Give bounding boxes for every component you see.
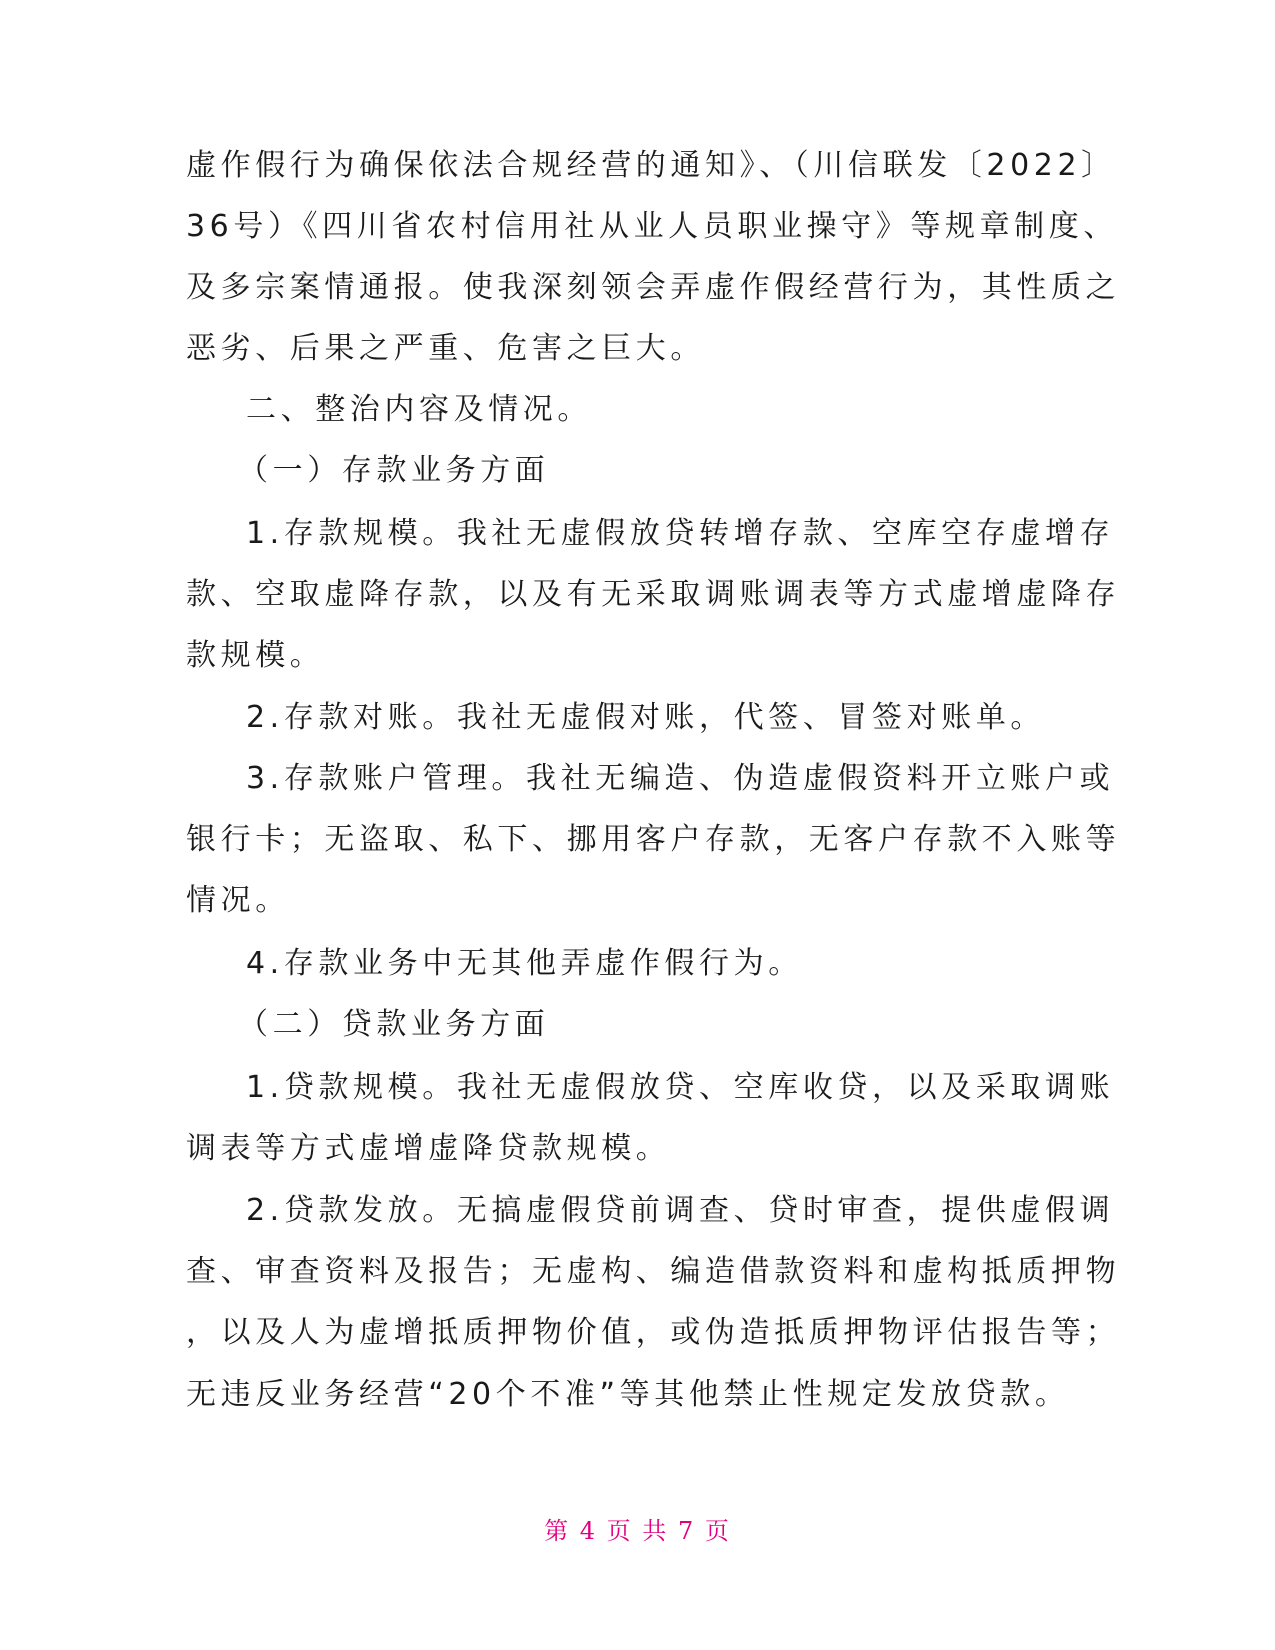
subsection-heading: （二）贷款业务方面: [238, 1007, 550, 1042]
page-number-footer: [0, 1515, 1275, 1547]
body-text-line: 款规模。: [186, 638, 325, 673]
body-text-line: 及多宗案情通报。使我深刻领会弄虚作假经营行为，其性质之: [186, 270, 1121, 305]
footer-prefix: 第: [544, 1517, 571, 1545]
section-heading: 二、整治内容及情况。: [246, 392, 592, 427]
total-page-count: 7: [677, 1517, 696, 1545]
body-text-line: 2.贷款发放。无搞虚假贷前调查、贷时审查，提供虚假调: [246, 1193, 1115, 1228]
footer-suffix: 页: [704, 1517, 731, 1545]
body-text-line: 调表等方式虚增虚降贷款规模。: [186, 1131, 671, 1166]
body-text-line: 2.存款对账。我社无虚假对账，代签、冒签对账单。: [246, 700, 1046, 735]
body-text-line: 情况。: [186, 883, 290, 918]
body-text-line: 1.贷款规模。我社无虚假放贷、空库收贷，以及采取调账: [246, 1070, 1115, 1105]
current-page-number: 4: [579, 1517, 598, 1545]
body-text-line: 1.存款规模。我社无虚假放贷转增存款、空库空存虚增存: [246, 516, 1115, 551]
body-text-line: 无违反业务经营“20个不准”等其他禁止性规定发放贷款。: [186, 1377, 1070, 1412]
body-text-line: 3.存款账户管理。我社无编造、伪造虚假资料开立账户或: [246, 761, 1115, 796]
body-text-line: 4.存款业务中无其他弄虚作假行为。: [246, 946, 803, 981]
body-text-line: 恶劣、后果之严重、危害之巨大。: [186, 331, 705, 366]
body-text-line: 银行卡；无盗取、私下、挪用客户存款，无客户存款不入账等: [186, 822, 1121, 857]
footer-middle: 页 共: [606, 1517, 669, 1545]
body-text-line: ，以及人为虚增抵质押物价值，或伪造抵质押物评估报告等；: [186, 1315, 1121, 1350]
body-text-line: 查、审查资料及报告；无虚构、编造借款资料和虚构抵质押物: [186, 1254, 1121, 1289]
body-text-line: 虚作假行为确保依法合规经营的通知》、（川信联发〔2022〕: [186, 148, 1116, 183]
subsection-heading: （一）存款业务方面: [238, 453, 550, 488]
body-text-line: 款、空取虚降存款，以及有无采取调账调表等方式虚增虚降存: [186, 577, 1121, 612]
body-text-line: 36号）《四川省农村信用社从业人员职业操守》等规章制度、: [186, 209, 1118, 244]
